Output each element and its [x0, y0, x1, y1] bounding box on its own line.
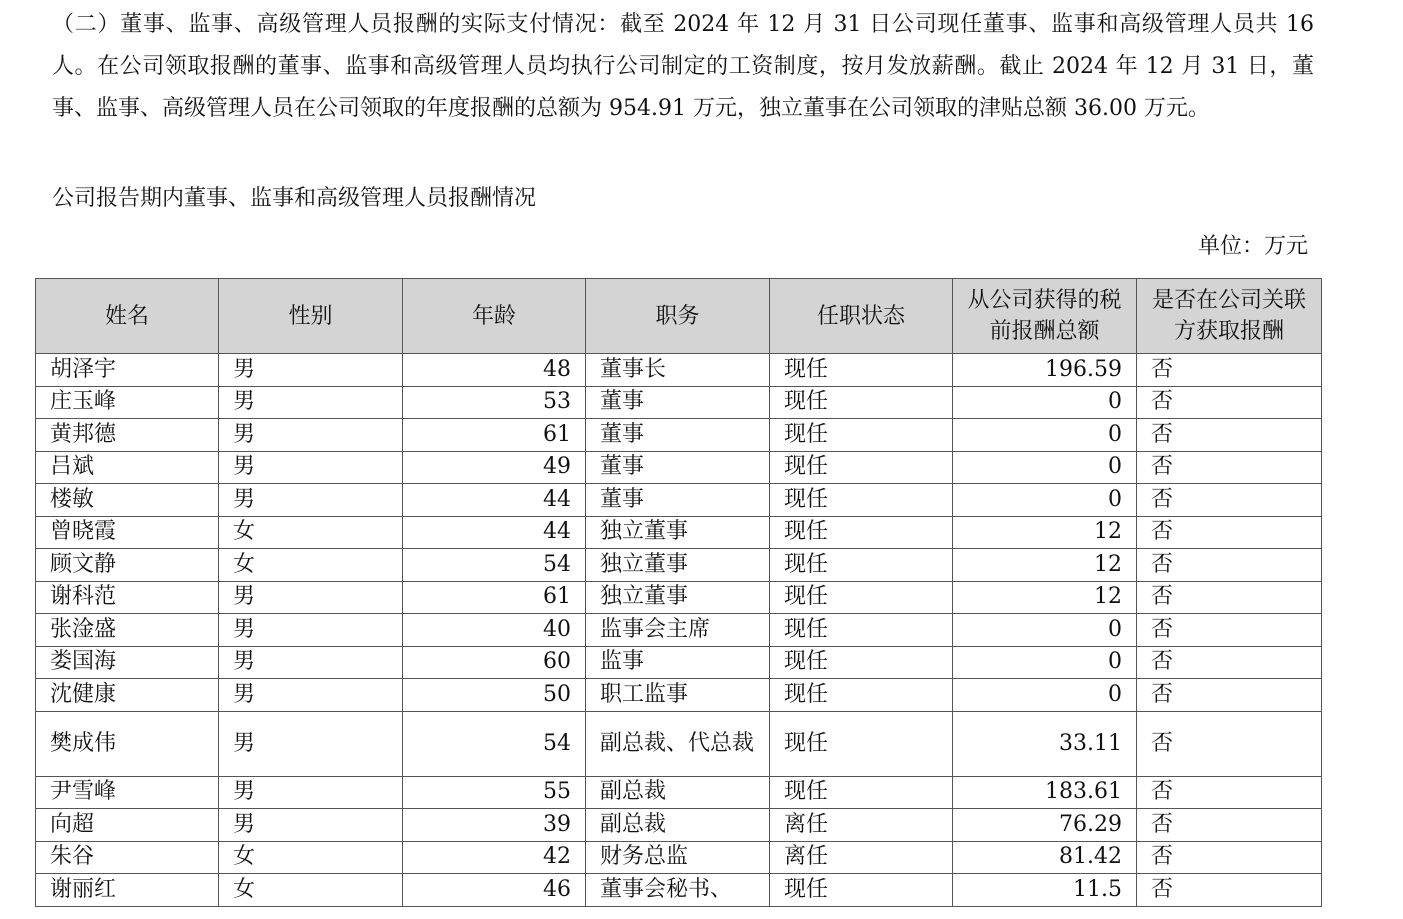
cell-position: 副总裁: [586, 776, 770, 809]
cell-status: 现任: [770, 776, 953, 809]
cell-related: 否: [1137, 581, 1322, 614]
cell-pay: 0: [953, 419, 1137, 452]
cell-related: 否: [1137, 711, 1322, 776]
cell-pay: 0: [953, 679, 1137, 712]
cell-age: 46: [403, 874, 586, 907]
cell-status: 现任: [770, 451, 953, 484]
table-row: [36, 484, 1322, 517]
cell-status: 现任: [770, 614, 953, 647]
table-row: [36, 419, 1322, 452]
cell-related: 否: [1137, 419, 1322, 452]
cell-position: 财务总监: [586, 841, 770, 874]
cell-age: 40: [403, 614, 586, 647]
table-row: [36, 549, 1322, 582]
cell-related: 否: [1137, 354, 1322, 387]
cell-age: 61: [403, 419, 586, 452]
cell-related: 否: [1137, 646, 1322, 679]
cell-gender: 男: [219, 484, 403, 517]
cell-age: 60: [403, 646, 586, 679]
cell-status: 现任: [770, 386, 953, 419]
cell-pay: 183.61: [953, 776, 1137, 809]
table-row: [36, 451, 1322, 484]
table-header-row: [36, 279, 1322, 354]
cell-gender: 男: [219, 614, 403, 647]
cell-position: 董事长: [586, 354, 770, 387]
cell-pay: 76.29: [953, 809, 1137, 842]
header-position: 职务: [586, 279, 770, 354]
cell-gender: 男: [219, 354, 403, 387]
cell-age: 48: [403, 354, 586, 387]
cell-age: 54: [403, 549, 586, 582]
cell-status: 现任: [770, 679, 953, 712]
cell-age: 39: [403, 809, 586, 842]
cell-name: 曾晓霞: [36, 516, 219, 549]
cell-pay: 12: [953, 516, 1137, 549]
cell-position: 董事: [586, 419, 770, 452]
table-row: [36, 874, 1322, 907]
cell-age: 44: [403, 516, 586, 549]
unit-label: 单位：万元: [1197, 234, 1308, 259]
cell-pay: 0: [953, 386, 1137, 419]
cell-gender: 男: [219, 646, 403, 679]
cell-status: 离任: [770, 841, 953, 874]
header-name: 姓名: [36, 279, 219, 354]
cell-gender: 女: [219, 874, 403, 907]
cell-age: 61: [403, 581, 586, 614]
cell-related: 否: [1137, 516, 1322, 549]
cell-status: 现任: [770, 581, 953, 614]
cell-name: 沈健康: [36, 679, 219, 712]
cell-status: 现任: [770, 549, 953, 582]
table-row: [36, 516, 1322, 549]
cell-related: 否: [1137, 874, 1322, 907]
cell-gender: 男: [219, 711, 403, 776]
table-row: [36, 809, 1322, 842]
cell-gender: 男: [219, 809, 403, 842]
cell-name: 娄国海: [36, 646, 219, 679]
cell-position: 副总裁: [586, 809, 770, 842]
cell-age: 53: [403, 386, 586, 419]
cell-gender: 男: [219, 419, 403, 452]
cell-related: 否: [1137, 841, 1322, 874]
cell-name: 庄玉峰: [36, 386, 219, 419]
cell-pay: 12: [953, 581, 1137, 614]
cell-pay: 0: [953, 484, 1137, 517]
cell-age: 44: [403, 484, 586, 517]
cell-status: 现任: [770, 646, 953, 679]
cell-related: 否: [1137, 809, 1322, 842]
cell-gender: 男: [219, 386, 403, 419]
table-caption: 公司报告期内董事、监事和高级管理人员报酬情况: [52, 186, 537, 211]
cell-pay: 81.42: [953, 841, 1137, 874]
cell-age: 55: [403, 776, 586, 809]
cell-status: 现任: [770, 874, 953, 907]
cell-related: 否: [1137, 614, 1322, 647]
compensation-table: [35, 278, 1322, 907]
cell-gender: 女: [219, 841, 403, 874]
cell-name: 黄邦德: [36, 419, 219, 452]
cell-position: 独立董事: [586, 516, 770, 549]
cell-position: 职工监事: [586, 679, 770, 712]
cell-gender: 男: [219, 451, 403, 484]
intro-paragraph: （二）董事、监事、高级管理人员报酬的实际支付情况：截至 2024 年 12 月 31 日公司现任董事、监事和高级管理人员共 16 人。在公司领取报酬的董事、监事和高级管理人员均执行公司制定的工资制度，按月发放薪酬。截止 2024 年 12 月 31 日，董事、监事、高级管理人员在公司领取的年度报酬的总额为 954.91 万元，独立董事在公司领取的津贴总额 36.00 万元。: [52, 12, 1314, 121]
cell-status: 现任: [770, 516, 953, 549]
cell-pay: 12: [953, 549, 1137, 582]
cell-position: 独立董事: [586, 549, 770, 582]
cell-age: 54: [403, 711, 586, 776]
table-row: [36, 646, 1322, 679]
cell-related: 否: [1137, 776, 1322, 809]
table-row: [36, 841, 1322, 874]
cell-name: 朱谷: [36, 841, 219, 874]
header-pay: 从公司获得的税前报酬总额: [953, 279, 1137, 354]
cell-position: 独立董事: [586, 581, 770, 614]
cell-pay: 196.59: [953, 354, 1137, 387]
cell-pay: 11.5: [953, 874, 1137, 907]
cell-status: 离任: [770, 809, 953, 842]
table-row: [36, 711, 1322, 776]
table-row: [36, 679, 1322, 712]
table-row: [36, 614, 1322, 647]
cell-position: 董事: [586, 386, 770, 419]
header-gender: 性别: [219, 279, 403, 354]
cell-name: 吕斌: [36, 451, 219, 484]
cell-related: 否: [1137, 451, 1322, 484]
cell-name: 樊成伟: [36, 711, 219, 776]
cell-age: 50: [403, 679, 586, 712]
cell-position: 董事会秘书、: [586, 874, 770, 907]
cell-age: 42: [403, 841, 586, 874]
cell-gender: 女: [219, 516, 403, 549]
header-related: 是否在公司关联方获取报酬: [1137, 279, 1322, 354]
cell-related: 否: [1137, 679, 1322, 712]
cell-position: 董事: [586, 451, 770, 484]
cell-status: 现任: [770, 484, 953, 517]
header-age: 年龄: [403, 279, 586, 354]
cell-name: 谢科范: [36, 581, 219, 614]
cell-position: 监事会主席: [586, 614, 770, 647]
cell-name: 谢丽红: [36, 874, 219, 907]
cell-pay: 0: [953, 614, 1137, 647]
cell-status: 现任: [770, 711, 953, 776]
cell-name: 尹雪峰: [36, 776, 219, 809]
cell-pay: 33.11: [953, 711, 1137, 776]
cell-related: 否: [1137, 484, 1322, 517]
cell-name: 楼敏: [36, 484, 219, 517]
cell-gender: 男: [219, 679, 403, 712]
table-row: [36, 386, 1322, 419]
table-row: [36, 776, 1322, 809]
cell-pay: 0: [953, 451, 1137, 484]
header-status: 任职状态: [770, 279, 953, 354]
cell-pay: 0: [953, 646, 1137, 679]
cell-gender: 男: [219, 581, 403, 614]
cell-gender: 男: [219, 776, 403, 809]
cell-status: 现任: [770, 354, 953, 387]
cell-name: 张淦盛: [36, 614, 219, 647]
cell-age: 49: [403, 451, 586, 484]
cell-position: 董事: [586, 484, 770, 517]
table-row: [36, 581, 1322, 614]
cell-name: 向超: [36, 809, 219, 842]
cell-name: 顾文静: [36, 549, 219, 582]
cell-name: 胡泽宇: [36, 354, 219, 387]
cell-gender: 女: [219, 549, 403, 582]
cell-related: 否: [1137, 549, 1322, 582]
cell-position: 副总裁、代总裁: [586, 711, 770, 776]
cell-status: 现任: [770, 419, 953, 452]
table-row: [36, 354, 1322, 387]
cell-position: 监事: [586, 646, 770, 679]
cell-related: 否: [1137, 386, 1322, 419]
